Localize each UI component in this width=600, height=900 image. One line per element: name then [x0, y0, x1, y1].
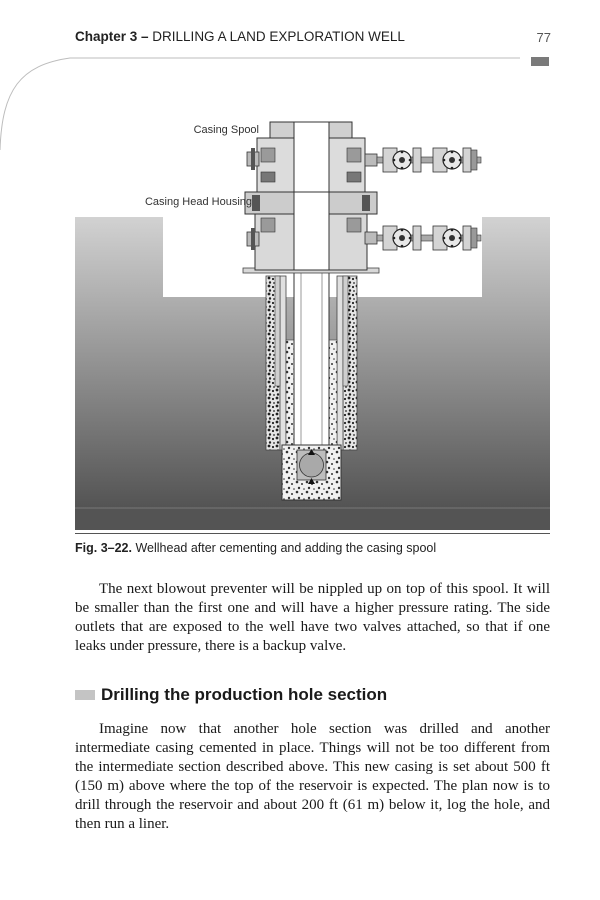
figure-caption — [75, 541, 436, 555]
chapter-title: DRILLING A LAND EXPLORATION WELL — [152, 29, 405, 44]
figure-rule — [75, 533, 550, 534]
caption-number: Fig. 3–22. — [75, 541, 132, 555]
heading-bullet-bar — [75, 690, 95, 700]
right-valves-lower — [365, 226, 481, 250]
body-paragraph-2: Imagine now that another hole section was drilled and another intermediate casing cemented in place. Things will not be too different from the intermediate section described above. This new casing is set about 500 ft (150 m) above where the top of the reservoir is expected. The plan now is to drill through the reservoir and about 200 ft (61 m) below it, log the hole, and then run a liner. — [75, 721, 550, 832]
body-paragraph-1: The next blowout preventer will be nippled up on top of this spool. It will be smaller than the first one and will have a higher pressure rating. The side outlets that are exposed to the well have two valves attached, so that if one leaks under pressure, there is a backup valve. — [75, 581, 550, 654]
wellhead-figure — [75, 100, 550, 530]
running-header — [75, 29, 405, 44]
page-tab-marker — [531, 57, 549, 66]
casing-spool — [257, 122, 365, 192]
casing-head-housing — [245, 192, 377, 270]
ground-bottom-band — [75, 508, 550, 530]
chapter-label: Chapter 3 – — [75, 29, 149, 44]
label-casing-head-housing: Casing Head Housing — [144, 196, 252, 208]
section-heading-text: Drilling the production hole section — [101, 685, 388, 704]
caption-text: Wellhead after cementing and adding the casing spool — [135, 541, 437, 555]
label-casing-spool: Casing Spool — [193, 124, 259, 136]
section-heading — [75, 684, 387, 706]
right-valves-upper — [365, 148, 481, 172]
page-number: 77 — [536, 30, 551, 45]
